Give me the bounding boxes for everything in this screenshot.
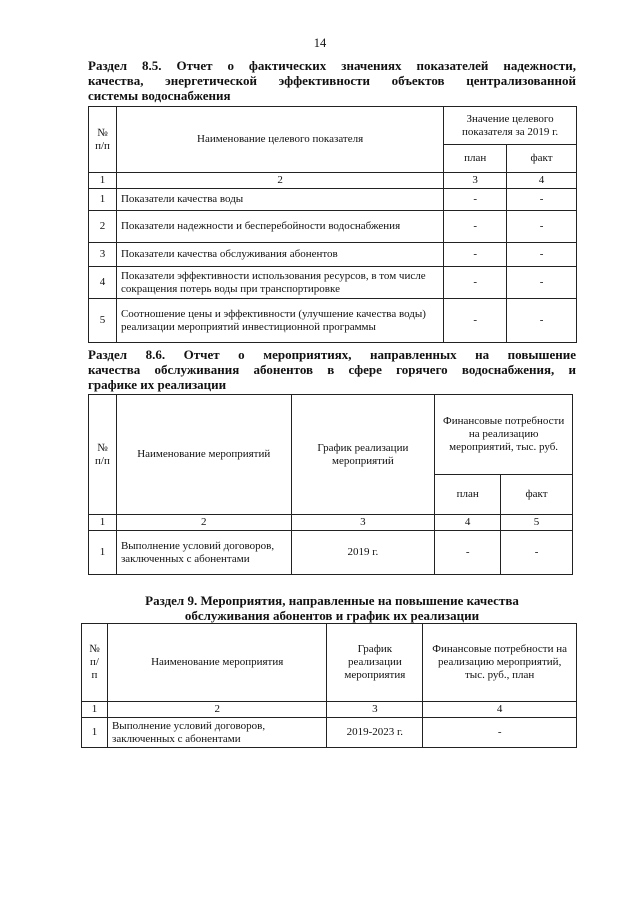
index-cell: 1 [82,702,108,718]
row-schedule: 2019-2023 г. [327,718,423,748]
row-name: Выполнение условий договоров, заключенных с абонентами [116,531,291,575]
index-cell: 4 [435,515,501,531]
row-fact: - [507,243,577,267]
heading-line: обслуживания абонентов и график их реализации [184,608,480,623]
page-number: 14 [313,36,327,50]
row-num: 1 [82,718,108,748]
col-header-schedule: График реализации мероприятий [291,395,435,515]
table-row [89,189,577,211]
row-name: Выполнение условий договоров, заключенных с абонентами [107,718,326,748]
col-header-num: № п/п [89,107,117,173]
table-row [89,211,577,243]
index-cell: 4 [507,173,577,189]
col-header-num: № п/п [89,395,117,515]
section-8-6-heading [88,347,576,392]
col-header-name: Наименование мероприятий [116,395,291,515]
row-fact: - [507,267,577,299]
col-header-finance: Финансовые потребности на реализацию мероприятий, тыс. руб., план [423,624,577,702]
index-cell: 5 [501,515,573,531]
row-num: 4 [89,267,117,299]
table-row [82,718,577,748]
index-cell: 1 [89,515,117,531]
table-row [89,299,577,343]
table-section-8-6 [88,394,573,575]
col-header-finance: Финансовые потребности на реализацию мероприятий, тыс. руб. [435,395,573,475]
col-header-schedule: График реализации мероприятия [327,624,423,702]
row-schedule: 2019 г. [291,531,435,575]
index-cell: 3 [291,515,435,531]
index-cell: 3 [327,702,423,718]
index-cell: 2 [107,702,326,718]
table-row [89,267,577,299]
heading-line: системы водоснабжения [88,88,231,103]
index-cell: 4 [423,702,577,718]
table-row [89,243,577,267]
index-cell: 2 [116,173,443,189]
heading-line: качества, энергетической эффективности объектов централизованной [88,73,576,88]
row-name: Показатели эффективности использования ресурсов, в том числе сокращения потерь воды при транспортировке [116,267,443,299]
index-cell: 3 [444,173,507,189]
row-fact: - [507,299,577,343]
section-9-heading [88,593,576,623]
col-header-fact: факт [507,145,577,173]
row-num: 2 [89,211,117,243]
row-plan: - [435,531,501,575]
col-header-plan: план [444,145,507,173]
col-header-num: № п/ п [82,624,108,702]
table-section-9 [81,623,577,748]
col-header-value: Значение целевого показателя за 2019 г. [444,107,577,145]
row-name: Показатели надежности и бесперебойности водоснабжения [116,211,443,243]
col-header-plan: план [435,475,501,515]
heading-line: графике их реализации [88,377,227,392]
table-section-8-5 [88,106,577,343]
index-cell: 1 [89,173,117,189]
row-num: 3 [89,243,117,267]
section-8-5-heading [88,58,576,103]
row-num: 5 [89,299,117,343]
row-plan: - [444,299,507,343]
row-fact: - [501,531,573,575]
heading-line: Раздел 8.6. Отчет о мероприятиях, направленных на повышение [88,347,576,362]
row-plan: - [444,267,507,299]
col-header-name: Наименование целевого показателя [116,107,443,173]
row-num: 1 [89,189,117,211]
row-plan: - [444,211,507,243]
row-plan: - [423,718,577,748]
col-header-fact: факт [501,475,573,515]
row-plan: - [444,243,507,267]
row-name: Соотношение цены и эффективности (улучшение качества воды) реализации мероприятий инвестиционной программы [116,299,443,343]
row-name: Показатели качества воды [116,189,443,211]
row-plan: - [444,189,507,211]
table-row [89,531,573,575]
row-fact: - [507,211,577,243]
row-num: 1 [89,531,117,575]
heading-line: качества обслуживания абонентов в сфере горячего водоснабжения, и [88,362,576,377]
col-header-name: Наименование мероприятия [107,624,326,702]
index-cell: 2 [116,515,291,531]
row-fact: - [507,189,577,211]
row-name: Показатели качества обслуживания абонентов [116,243,443,267]
heading-line: Раздел 8.5. Отчет о фактических значениях показателей надежности, [88,58,576,73]
heading-line: Раздел 9. Мероприятия, направленные на повышение качества [145,593,519,608]
